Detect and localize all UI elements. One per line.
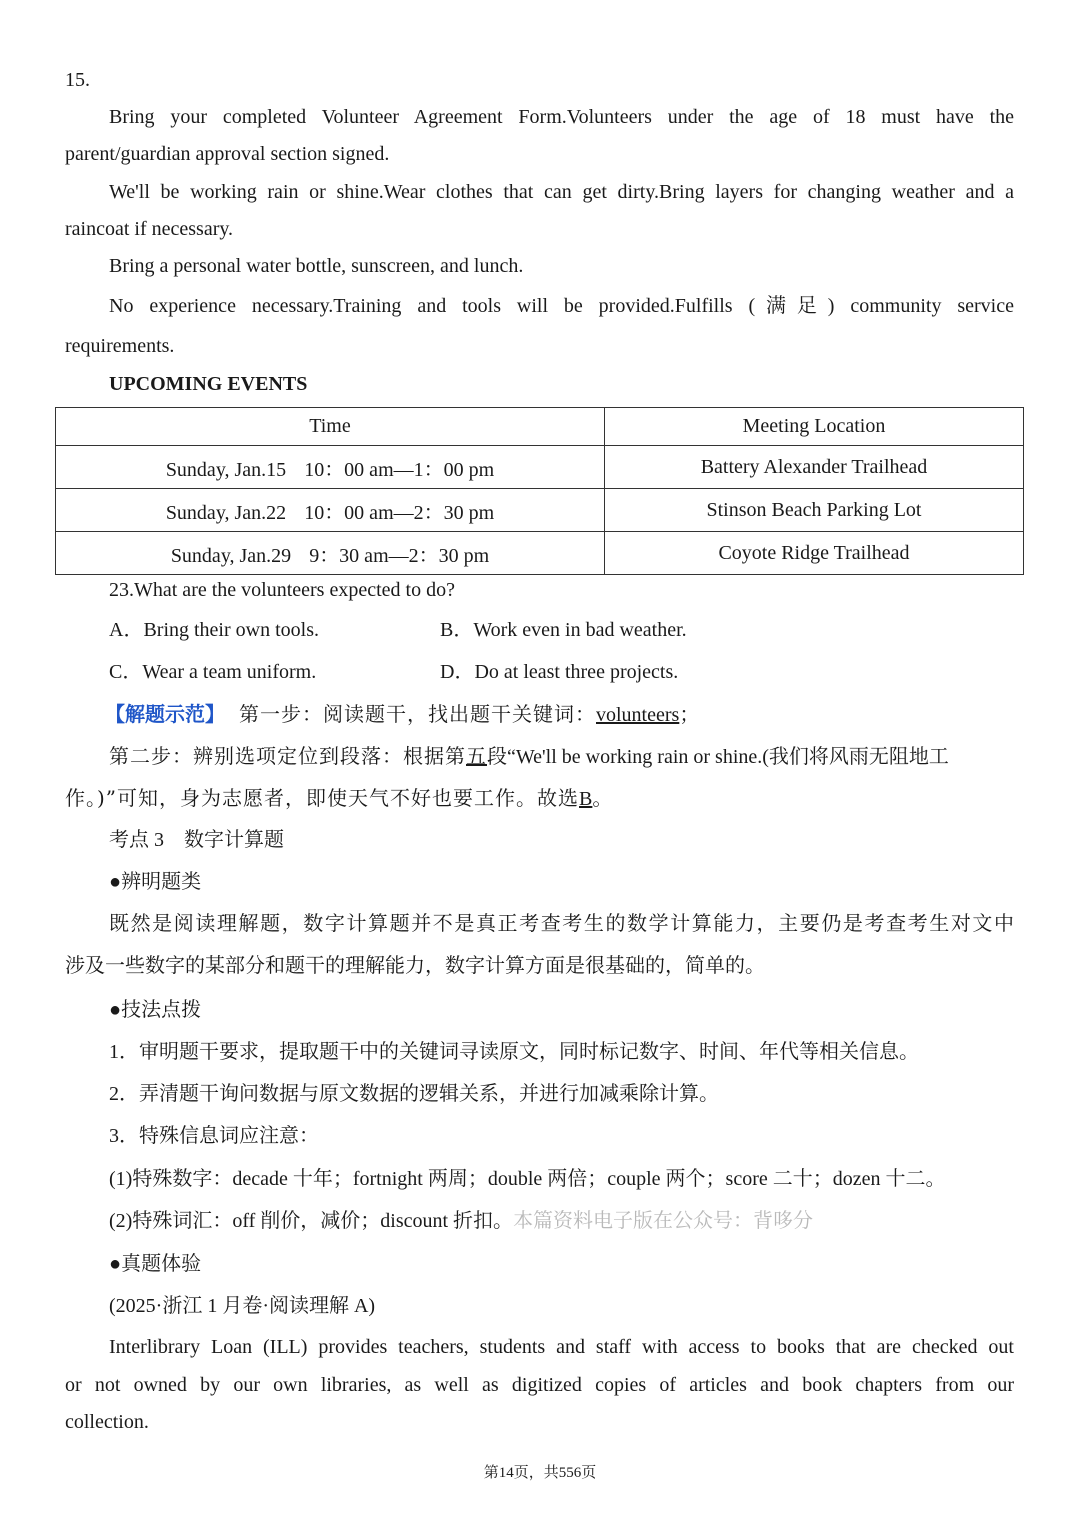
passage-paragraph: Interlibrary Loan (ILL) provides teachers, students and staff with access to books that are checked out	[109, 1336, 1014, 1358]
step2-text-c: 作。)”可知，身为志愿者，即使天气不好也要工作。故选	[65, 786, 580, 810]
special-words	[109, 1207, 813, 1235]
option-b: B．Work even in bad weather.	[440, 619, 687, 641]
table-row	[56, 489, 1024, 532]
notice-paragraph-4-cont: requirements.	[65, 335, 175, 357]
header-location: Meeting Location	[605, 408, 1024, 446]
row-time	[56, 532, 605, 575]
row-hours: 10：00 am—2：30 pm	[304, 501, 495, 524]
step1-end: ；	[679, 704, 700, 726]
identify-paragraph-cont: 涉及一些数字的某部分和题干的理解能力，数字计算方面是很基础的，简单的。	[65, 955, 765, 977]
row-date: Sunday, Jan.15	[165, 458, 287, 481]
page-footer: 第14页，共556页	[483, 1465, 597, 1481]
row-time	[56, 446, 605, 489]
solution-step-2-cont	[65, 784, 612, 813]
special-words-text: (2)特殊词汇：off 削价，减价；discount 折扣。	[109, 1210, 514, 1232]
step1-keyword: volunteers	[596, 704, 680, 726]
table-row	[56, 446, 1024, 489]
table-row	[56, 532, 1024, 575]
section-title: 考点 3 数字计算题	[109, 829, 284, 851]
row-date: Sunday, Jan.22	[165, 501, 287, 524]
step2-answer: B	[579, 788, 593, 810]
notice-paragraph-4: No experience necessary.Training and tools will be provided.Fulfills (满足) community service	[109, 295, 1014, 317]
technique-2: 2．弄清题干询问数据与原文数据的逻辑关系，并进行加减乘除计算。	[109, 1083, 719, 1105]
row-time	[56, 489, 605, 532]
technique-1: 1．审明题干要求，提取题干中的关键词寻读原文，同时标记数字、时间、年代等相关信息。	[109, 1041, 919, 1063]
row-location: Battery Alexander Trailhead	[605, 446, 1024, 489]
events-table	[55, 407, 1024, 575]
passage-paragraph-end: collection.	[65, 1411, 149, 1433]
question-stem: 23.What are the volunteers expected to do?	[109, 579, 455, 601]
row-hours: 10：00 am—1：00 pm	[304, 458, 495, 481]
step2-text-b: 段“We'll be working rain or shine.(我们将风雨无阻地工	[487, 746, 949, 768]
solution-step-2	[109, 742, 949, 771]
identify-paragraph: 既然是阅读理解题，数字计算题并不是真正考查考生的数学计算能力，主要仍是考查考生对文中	[109, 913, 1014, 935]
option-d: D．Do at least three projects.	[440, 661, 679, 683]
header-time: Time	[56, 408, 605, 446]
step2-paragraph: 五	[466, 744, 487, 768]
bullet-real-exam: ●真题体验	[109, 1253, 202, 1275]
bullet-identify: ●辨明题类	[109, 871, 202, 893]
solution-step-1	[105, 700, 699, 729]
row-location: Stinson Beach Parking Lot	[605, 489, 1024, 532]
passage-paragraph-cont: or not owned by our own libraries, as well as digitized copies of articles and book chapters from our	[65, 1374, 1014, 1396]
bullet-technique: ●技法点拨	[109, 999, 202, 1021]
technique-3: 3．特殊信息词应注意：	[109, 1125, 319, 1147]
watermark-text: 本篇资料电子版在公众号：背哆分	[513, 1210, 814, 1232]
events-heading: UPCOMING EVENTS	[109, 373, 308, 395]
notice-paragraph-2-cont: raincoat if necessary.	[65, 218, 234, 240]
option-c: C．Wear a team uniform.	[109, 661, 317, 683]
exam-source: (2025·浙江 1 月卷·阅读理解 A)	[109, 1295, 376, 1317]
notice-paragraph-2: We'll be working rain or shine.Wear clothes that can get dirty.Bring layers for changing weather and a	[109, 181, 1014, 203]
notice-paragraph-3: Bring a personal water bottle, sunscreen, and lunch.	[109, 255, 524, 277]
row-hours: 9：30 am—2：30 pm	[309, 544, 490, 567]
step2-end: 。	[592, 788, 613, 810]
row-date: Sunday, Jan.29	[170, 544, 292, 567]
solution-tag: 【解题示范】	[105, 704, 225, 726]
row-location: Coyote Ridge Trailhead	[605, 532, 1024, 575]
question-number: 15.	[65, 69, 90, 91]
notice-paragraph-1-cont: parent/guardian approval section signed.	[65, 143, 390, 165]
option-a: A．Bring their own tools.	[109, 619, 319, 641]
step1-text: 第一步：阅读题干，找出题干关键词：	[239, 702, 596, 726]
table-header-row	[56, 408, 1024, 446]
step2-text-a: 第二步：辨别选项定位到段落：根据第	[109, 744, 466, 768]
special-numbers: (1)特殊数字：decade 十年；fortnight 两周；double 两倍；couple 两个；score 二十；dozen 十二。	[109, 1168, 946, 1190]
notice-paragraph-1: Bring your completed Volunteer Agreement Form.Volunteers under the age of 18 must have the	[109, 106, 1014, 128]
